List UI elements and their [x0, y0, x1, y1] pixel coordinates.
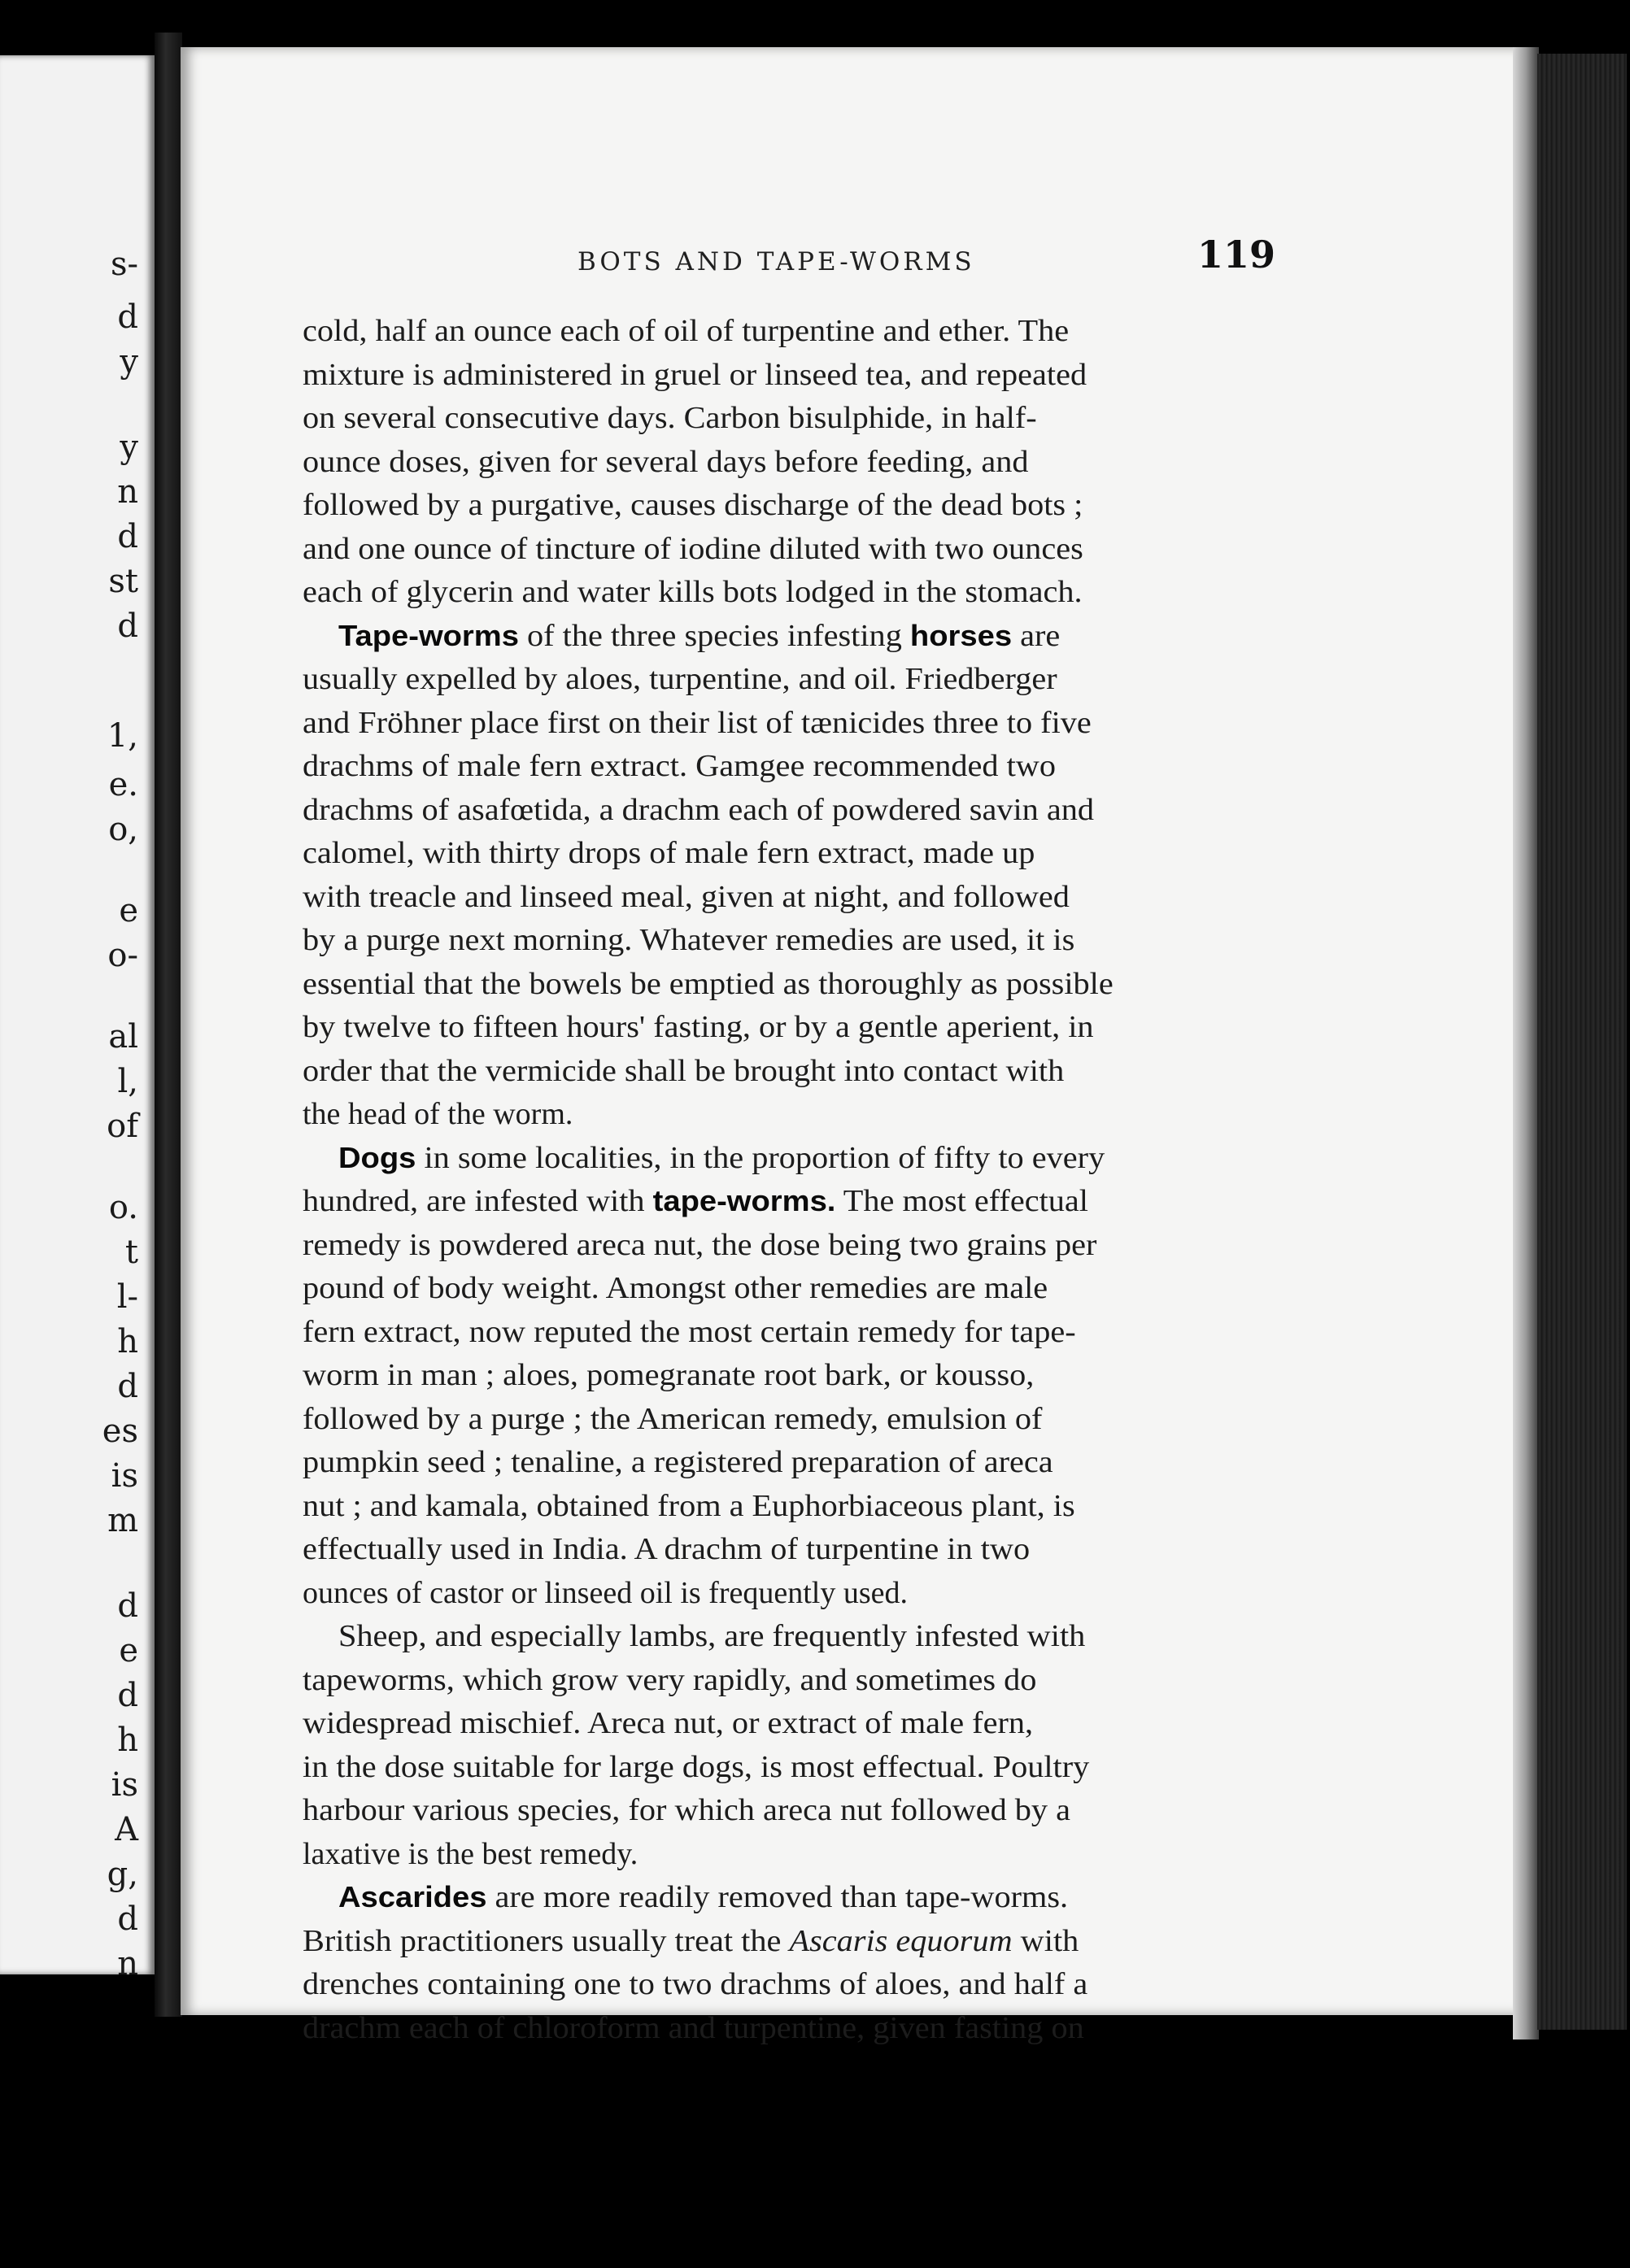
text-line: tapeworms, which grow very rapidly, and sometimes do: [303, 1662, 1037, 1697]
text-line: laxative is the best remedy.: [303, 1836, 638, 1871]
text-line: pound of body weight. Amongst other remedies are male: [303, 1271, 1048, 1305]
running-head: BOTS AND TAPE-WORMS: [577, 247, 975, 276]
text-line: followed by a purgative, causes discharge of the dead bots ;: [303, 488, 1083, 522]
left-page-edge-letter: es: [102, 1413, 138, 1450]
left-page-edge-letter: o,: [108, 811, 138, 848]
text-line: and one ounce of tincture of iodine diluted with two ounces: [303, 531, 1083, 566]
text-line: on several consecutive days. Carbon bisulphide, in half-: [303, 401, 1037, 435]
left-page-edge-letter: h: [117, 1722, 138, 1759]
left-page-edge-letter: n: [117, 1945, 138, 1983]
left-page-edge-letter: al: [108, 1018, 138, 1056]
text-line: nut ; and kamala, obtained from a Euphorbiaceous plant, is: [303, 1488, 1075, 1523]
bold-term: Ascarides: [338, 1880, 487, 1913]
left-page-edge-letter: y: [120, 429, 138, 466]
text-line: hundred, are infested with tape-worms. The most effectual: [303, 1184, 1088, 1218]
text-line: drachms of male fern extract. Gamgee recommended two: [303, 749, 1057, 783]
text-line: mixture is administered in gruel or linseed tea, and repeated: [303, 357, 1087, 392]
text-line: the head of the worm.: [303, 1097, 573, 1131]
text-line: ounces of castor or linseed oil is frequently used.: [303, 1575, 908, 1610]
text-line: drachms of asafœtida, a drachm each of powdered savin and: [303, 792, 1095, 827]
page-stack-edge: [1513, 47, 1539, 2039]
left-page-edge-letter: t: [124, 1234, 138, 1271]
bold-term: tape-worms.: [652, 1184, 836, 1217]
page-number: 119: [1197, 233, 1276, 276]
text-line: effectually used in India. A drachm of turpentine in two: [303, 1532, 1031, 1566]
left-page-edge-letter: d: [117, 1587, 138, 1625]
left-page-edge-letter: of: [107, 1108, 138, 1145]
text-line: each of glycerin and water kills bots lodged in the stomach.: [303, 575, 1083, 609]
text-line: Dogs in some localities, in the proportion of fifty to every: [338, 1140, 1105, 1175]
text-line: essential that the bowels be emptied as thoroughly as possible: [303, 966, 1114, 1001]
left-page-edge-letter: d: [117, 298, 138, 336]
left-page-edge-letter: d: [117, 1677, 138, 1714]
text-line: followed by a purge ; the American remedy, emulsion of: [303, 1401, 1043, 1436]
text-line: drachm each of chloroform and turpentine, given fasting on: [303, 2010, 1084, 2045]
right-page: [181, 47, 1531, 2045]
text-line: remedy is powdered areca nut, the dose being two grains per: [303, 1227, 1097, 1262]
text-line: fern extract, now reputed the most certain remedy for tape-: [303, 1314, 1076, 1349]
left-page-edge-letter: d: [117, 1900, 138, 1938]
bold-term: horses: [909, 618, 1013, 652]
italic-term: Ascaris equorum: [789, 1923, 1013, 1958]
left-page-edge: [0, 55, 155, 1983]
text-line: with treacle and linseed meal, given at night, and followed: [303, 879, 1070, 914]
text-line: by twelve to fifteen hours' fasting, or by a gentle aperient, in: [303, 1010, 1094, 1044]
text-line: widespread mischief. Areca nut, or extract of male fern,: [303, 1706, 1034, 1740]
left-page-edge-letter: is: [111, 1766, 138, 1804]
page-header: [181, 207, 1531, 276]
left-page-edge-letter: o.: [108, 1189, 138, 1226]
text-line: British practitioners usually treat the Ascaris equorum with: [303, 1923, 1079, 1958]
text-line: worm in man ; aloes, pomegranate root bark, or kousso,: [303, 1358, 1035, 1392]
left-page-edge-letter: d: [117, 518, 138, 555]
text-line: pumpkin seed ; tenaline, a registered preparation of areca: [303, 1445, 1053, 1479]
text-line: calomel, with thirty drops of male fern extract, made up: [303, 836, 1035, 870]
left-page-edge-letter: h: [117, 1323, 138, 1360]
text-line: Tape-worms of the three species infesting horses are: [338, 618, 1061, 653]
text-line: Sheep, and especially lambs, are frequently infested with: [338, 1619, 1086, 1653]
left-page-edge-text: [0, 55, 155, 1983]
left-page-edge-letter: s-: [110, 246, 138, 283]
left-page-edge-letter: 1,: [107, 717, 138, 755]
left-page-edge-letter: e.: [108, 766, 138, 803]
left-page-edge-letter: e: [119, 1632, 138, 1669]
bold-term: Dogs: [338, 1140, 416, 1174]
book-gutter: [155, 33, 182, 2017]
left-page-edge-letter: e: [119, 892, 138, 929]
text-line: and Fröhner place first on their list of tænicides three to five: [303, 705, 1092, 740]
text-line: ounce doses, given for several days before feeding, and: [303, 444, 1029, 479]
text-line: in the dose suitable for large dogs, is most effectual. Poultry: [303, 1749, 1090, 1784]
left-page-edge-letter: is: [111, 1457, 138, 1495]
text-line: cold, half an ounce each of oil of turpentine and ether. The: [303, 314, 1070, 348]
left-page-edge-letter: g,: [107, 1856, 138, 1893]
text-line: order that the vermicide shall be brought into contact with: [303, 1053, 1065, 1088]
left-page-edge-letter: st: [108, 563, 138, 600]
book-cover-edge: [1537, 54, 1627, 2030]
text-line: usually expelled by aloes, turpentine, and oil. Friedberger: [303, 662, 1057, 696]
left-page-edge-letter: y: [120, 343, 138, 381]
text-line: harbour various species, for which areca nut followed by a: [303, 1793, 1071, 1827]
left-page-edge-letter: d: [117, 607, 138, 645]
left-page-edge-letter: l,: [117, 1063, 138, 1100]
text-line: drenches containing one to two drachms of aloes, and half a: [303, 1967, 1088, 2001]
text-line: by a purge next morning. Whatever remedies are used, it is: [303, 923, 1075, 957]
text-line: Ascarides are more readily removed than tape-worms.: [338, 1880, 1069, 1914]
left-page-edge-letter: o-: [107, 937, 138, 974]
left-page-edge-letter: n: [117, 473, 138, 511]
left-page-edge-letter: m: [107, 1502, 138, 1539]
bold-term: Tape-worms: [338, 618, 519, 652]
left-page-edge-letter: l-: [116, 1278, 138, 1316]
left-page-edge-letter: A: [115, 1811, 138, 1848]
left-page-edge-letter: d: [117, 1368, 138, 1405]
